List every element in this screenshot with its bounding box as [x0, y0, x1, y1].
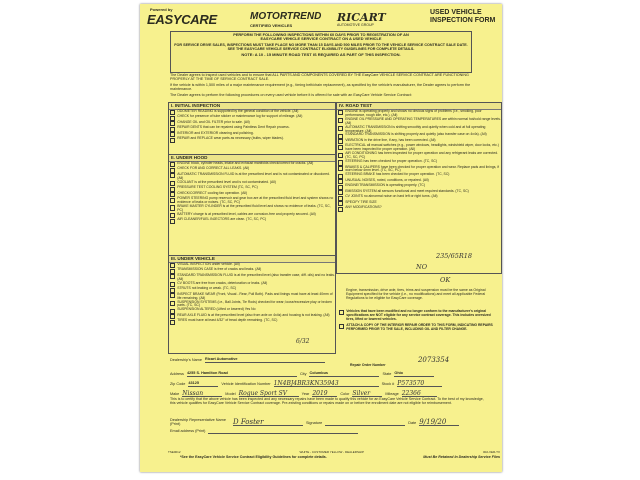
year-label: Year — [301, 392, 310, 396]
form-title: USED VEHICLE INSPECTION FORM — [430, 9, 496, 24]
checkbox[interactable] — [170, 301, 175, 306]
checkbox[interactable] — [170, 198, 175, 203]
checkbox[interactable] — [170, 269, 175, 274]
footer-guidelines-note: *See the EasyCare Vehicle Service Contract Eligibility Guidelines for complete details. — [180, 455, 327, 459]
checklist-item-text: BATTERY charge is at prescribed level, cables are corrosion-free and properly secured. (All) — [177, 211, 316, 216]
initial-item-list — [169, 110, 335, 143]
section-under-hood — [168, 154, 336, 257]
model-label: Model — [225, 392, 236, 396]
checklist-item-text: ANY MODIFICATIONS? — [345, 205, 382, 210]
checklist-item-text: PRESSURE TEST COOLING SYSTEM (TC, SC, PC) — [177, 185, 258, 190]
year-field[interactable]: 2019 — [312, 391, 337, 397]
checklist-item-text: ELECTRICAL all manual switches (e.g., power windows, headlights, windshield wiper, door locks, etc.) have been inspected for proper operation. (All) — [345, 143, 499, 152]
address-label: Address — [170, 372, 184, 376]
checklist-item-text: INSPECT BRAKE WEAR (Front, Visual - Rear, Pull Both). Pads and linings must have at least 40mm of life remaining. (All) — [177, 291, 333, 300]
certification-text: This is to certify that the above vehicle has been inspected and any necessary repairs have been made to qualify this vehicle for an EasyCare Vehicle Service Contract. To the best of my knowledge, this vehicle qualifies for EasyCare Vehicle Service Contract coverage. Pre-existing conditions or repairs made on or before the enrollment date are not eligible for reimbursement. — [170, 397, 484, 406]
checkbox[interactable] — [338, 110, 343, 115]
easycare-logo: EASYCARE — [147, 12, 217, 27]
make-field[interactable]: Nissan — [182, 391, 222, 397]
checklist-item-text: STEERING has been checked for proper operation. (TC, SC) — [345, 159, 437, 164]
checkbox[interactable] — [170, 293, 175, 298]
checkbox[interactable] — [338, 179, 343, 184]
checkbox[interactable] — [339, 324, 344, 329]
checkbox[interactable] — [170, 314, 175, 319]
section-under-hood-title: II. UNDER HOOD — [169, 155, 335, 162]
state-label: State — [382, 372, 392, 376]
intro-line-3: FOR SERVICE DRIVE SALES, INSPECTIONS MUST TAKE PLACE NO MORE THAN 15 DAYS AND 500 MILES PRIOR TO THE VEHICLE SERVICE CONTRACT SALE DATE. SEE THE EASYCARE VEHICLE SERVICE CONTRACT ELIGIBILITY GUIDELINES FOR COMPLETE DETAILS. — [174, 42, 468, 52]
footer-notes — [180, 455, 500, 459]
footer-copies: WHITE - CUSTOMER YELLOW - DEALERSHIP — [299, 450, 364, 454]
modifications-ok-handwritten: OK — [440, 276, 451, 284]
checkbox[interactable] — [170, 192, 175, 197]
checklist-item-text: AUTOMATIC TRANSMISSION is shifting smoothly and quietly when cold and at full operating temperature. (All) — [345, 124, 486, 133]
dealer-info — [170, 354, 500, 397]
checkbox[interactable] — [338, 174, 343, 179]
checkbox[interactable] — [170, 320, 175, 325]
checklist-item-text: ODOMETER READING is supported by the general condition of the vehicle. (All) — [177, 109, 299, 113]
checkbox[interactable] — [170, 181, 175, 186]
checklist-item-text: ENGINE is operating properly and shows no obvious signs of problems (i.e., smoking, poor performance, rough idle, etc.). (All) — [345, 109, 482, 117]
footer-revision: 002-VER-TX — [482, 450, 500, 454]
rep-name-field[interactable]: D Foster — [233, 420, 303, 426]
checklist-item-text: VIBRATION in the drive line, if any, has been corrected. (All) — [345, 137, 436, 142]
checkbox[interactable] — [170, 288, 175, 293]
checkbox[interactable] — [170, 132, 175, 137]
signature-field[interactable] — [325, 417, 405, 426]
checklist-item-text: STANDARD TRANSMISSION FLUID is at the prescribed level (also transfer case, diff. oils) and no leaks. (All) — [177, 272, 335, 281]
inspection-form-page — [140, 4, 502, 472]
checkbox[interactable] — [170, 187, 175, 192]
checklist-item-text: TIRES must have at least 4/32" of tread depth remaining. (TC, SC) — [177, 318, 278, 323]
checkbox[interactable] — [170, 173, 175, 178]
date-field[interactable]: 9/19/20 — [419, 420, 459, 426]
city-field[interactable]: Columbus — [309, 371, 379, 377]
color-label: Color — [340, 392, 350, 396]
intro-line-2: EASYCARE VEHICLE SERVICE CONTRACT ON A USED VEHICLE — [260, 36, 382, 42]
tires-handwritten: 6/32 — [296, 338, 310, 345]
address-field[interactable]: 4255 S. Hamilton Road — [187, 371, 297, 377]
ricart-subtitle: AUTOMOTIVE GROUP — [337, 23, 374, 27]
checkbox[interactable] — [170, 263, 175, 268]
checklist-item-text: EMISSION SYSTEM all sensors functional and meet required standards. (TC, SC) — [345, 188, 469, 193]
checklist-item-text: VISUAL INSPECTION under vehicle. (All) — [177, 262, 240, 266]
checkbox[interactable] — [338, 153, 343, 158]
checklist-item-text: SPECIFY TIRE SIZE — [345, 199, 377, 204]
road-test-item-list — [337, 110, 501, 212]
checklist-item-text: SUSPENSION ALTERED (Lifted or lowered) Yes No — [177, 307, 256, 312]
checkbox[interactable] — [338, 134, 343, 139]
under-vehicle-item-list — [169, 263, 335, 325]
checkbox[interactable] — [338, 139, 343, 144]
color-field[interactable]: Silver — [352, 391, 382, 397]
mileage-label: Mileage — [385, 392, 399, 396]
under-hood-item-list — [169, 162, 335, 224]
checklist-item-text: AIR CONDITIONING has been inspected for proper operation and any refrigerant leaks are corrected. (TC, SC, PC) — [345, 151, 499, 160]
checkbox[interactable] — [338, 185, 343, 190]
vin-label: Vehicle Identification Number — [221, 382, 271, 386]
tire-size-handwritten: 235/65R18 — [436, 252, 473, 260]
checklist-item-text: ENGINE/TRANSMISSION is operating properly. (TC) — [345, 183, 426, 188]
checklist-item-text: REPAIR DENTS that can be repaired using Paintless Dent Repair process. — [177, 125, 290, 130]
checkbox[interactable] — [170, 274, 175, 279]
stock-field[interactable]: P573570 — [397, 381, 442, 387]
checklist-item-text: ENGINE OIL PRESSURE AND OPERATING TEMPERATURES are within normal hot/cold range levels. (All) — [345, 116, 501, 125]
repair-order-value[interactable]: 2073354 — [417, 356, 450, 364]
checkbox[interactable] — [338, 160, 343, 165]
checklist-item-text: CHECK for presence of tube sticker or maintenance log for support of mileage. (All) — [177, 114, 303, 119]
checklist-item-text: ENGINE block, cylinder heads, intake and exhaust manifolds check/correct for cracks. (All) — [177, 161, 314, 165]
checkbox[interactable] — [170, 205, 175, 210]
checklist-item-text: REAR AXLE FLUID is at the prescribed level (also from axle on 4x4s) and housing is not leaking. (All) — [177, 312, 330, 317]
modifications-handwritten: NO — [416, 263, 428, 271]
intro-box — [170, 31, 472, 73]
footer-form-number: TSE0012 — [168, 450, 181, 454]
checklist-item-text: STANDARD TRANSMISSION is shifting properly and quietly (also transfer case on 4x4s). (All) — [345, 132, 487, 137]
section-under-vehicle-title: III. UNDER VEHICLE — [169, 256, 335, 263]
checkbox[interactable] — [170, 127, 175, 132]
dealer-agree-text: The Dealer agrees to inspect used vehicles and to ensure that ALL PARTS AND COMPONENTS COVERED BY THE EasyCare VEHICLE SERVICE CONTRACT ARE FUNCTIONING PROPERLY AT THE TIME OF SERVICE CONTRACT SALE. — [170, 73, 469, 82]
checkbox[interactable] — [338, 196, 343, 201]
option-item — [338, 310, 498, 322]
checkbox[interactable] — [338, 207, 343, 212]
section-under-vehicle — [168, 255, 336, 354]
checklist-item-text: SUSPENSION SYSTEMS (i.e., Ball Joints, Tie Rods) checked for wear; loose/excessive play or broken parts. (TC, SC) — [177, 299, 332, 308]
checkbox[interactable] — [338, 201, 343, 206]
checklist-item-text: REPAIR and REPLACE wear parts as necessary (bulbs, wiper blades). — [177, 136, 284, 141]
section-road-test — [336, 102, 502, 274]
mileage-field[interactable]: 22366 — [402, 391, 437, 397]
ricart-logo: RICART — [337, 11, 386, 24]
checklist-item — [169, 218, 335, 223]
checkbox[interactable] — [170, 213, 175, 218]
footer-retain-note: Must Be Retained In Dealership Service Files — [423, 455, 500, 459]
state-field[interactable]: Ohio — [394, 371, 434, 377]
checklist-item-text: BRAKES & CALIPERS have been checked for proper operation and wear. Replace pads and linings, if worn below 4mm level. (TC, SC, PC) — [345, 164, 499, 173]
checkbox[interactable] — [170, 309, 175, 314]
footer-row — [168, 450, 500, 454]
make-label: Make — [170, 392, 180, 396]
zip-field[interactable]: 43125 — [188, 381, 218, 387]
checklist-item-text: TRANSMISSION CASE is free of cracks and leaks. (All) — [177, 267, 262, 272]
dealership-name-field[interactable]: Ricart Automotive — [205, 357, 325, 363]
rep-label: Dealership Representative Name (Print) — [170, 418, 226, 426]
checkbox[interactable] — [338, 118, 343, 123]
checkbox[interactable] — [338, 166, 343, 171]
checkbox[interactable] — [170, 162, 175, 167]
intro-line-1: PERFORM THE FOLLOWING INSPECTIONS WITHIN 60 DAYS PRIOR TO REGISTRATION OF AN — [233, 32, 409, 37]
checklist-item-text: INTERIOR and EXTERIOR cleaning and polishing. — [177, 130, 254, 135]
model-field[interactable]: Rogue Sport SV — [239, 391, 299, 397]
checklist-item-text: UNUSUAL NOISES, noted, conditions, or repaired. (All) — [345, 177, 429, 182]
road-test-note: NOTE: A 10 - 15 MINUTE ROAD TEST IS REQUIRED AS PART OF THIS INSPECTION. — [241, 52, 401, 58]
section-road-test-title: IV. ROAD TEST — [337, 103, 501, 110]
checkbox[interactable] — [170, 282, 175, 287]
checklist-item-text: CHECK/CORRECT cooling fan operation. (All) — [177, 190, 248, 195]
checkbox[interactable] — [170, 168, 175, 173]
stock-label: Stock # — [381, 382, 395, 386]
checkbox[interactable] — [339, 310, 344, 315]
checklist-item-text: STRUTS not leaking or weak. (TC, SC) — [177, 286, 237, 291]
dealership-label: Dealership's Name — [170, 358, 202, 362]
engine-note: Engine, transmission, drive axle, tires, trims and suspension must be the same as Original Equipment specified for the vehicle (i.e., no modifications) and meet all applicable Federal Regulations to be eligible for EasyCare coverage. — [346, 288, 486, 300]
checkbox[interactable] — [338, 145, 343, 150]
signature-label: Signature — [306, 421, 323, 425]
checklist-item-text: CV JOINTS no abnormal noise on hard left or right turns. (All) — [345, 194, 438, 199]
checkbox[interactable] — [170, 110, 175, 115]
checklist-item — [169, 137, 335, 142]
section-initial-inspection — [168, 102, 336, 156]
zip-label: Zip Code — [170, 382, 186, 386]
checklist-item-text: CV BOOTS are free from cracks, deterioration or leaks. (All) — [177, 280, 268, 285]
option-item — [338, 324, 498, 332]
checklist-item-text: STEERING BRAKE has been checked for proper operation. (TC, SC) — [345, 172, 450, 177]
motortrend-subtitle: CERTIFIED VEHICLES — [250, 23, 293, 28]
checklist-item-text: BRAKE MASTER CYLINDER is at the prescribed fluid level and shows no evidence of leaks. (TC, SC, PC) — [177, 204, 331, 212]
powered-by-label: Powered by — [150, 7, 173, 12]
repair-order-label: Repair Order Number — [350, 363, 386, 367]
checkbox[interactable] — [170, 219, 175, 224]
vin-field[interactable]: 1N4BJ4BR3KN35943 — [274, 381, 379, 387]
checkbox[interactable] — [338, 126, 343, 131]
email-field[interactable] — [208, 427, 358, 434]
date-label: Date — [408, 421, 417, 425]
checkbox[interactable] — [170, 121, 175, 126]
checkbox[interactable] — [170, 138, 175, 143]
checklist-item — [169, 319, 335, 324]
attach-ro-note: ATTACH A COPY OF THE INTERIOR REPAIR ORDER TO THIS FORM, INDICATING REPAIRS PERFORMED PRIOR TO THE SALE, INCLUDING OIL AND FILTER CHANGE. — [346, 322, 493, 331]
checkbox[interactable] — [338, 190, 343, 195]
option-item-list — [338, 310, 498, 332]
perform-text: The Dealer agrees to perform the following procedures on every used vehicle before it is offered for sale with an EasyCare Vehicle Service Contract: — [170, 93, 412, 97]
checklist-item — [337, 206, 501, 211]
maintenance-text: If the vehicle is within 1,500 miles of a major maintenance requirement (e.g., timing belt/chain replacement), as specified by the vehicle's manufacturer, the Dealer agrees to perform the maintenance. — [170, 83, 471, 92]
motortrend-logo: MOTORTREND — [250, 11, 322, 22]
city-label: City — [299, 372, 307, 376]
email-label: Email address (Print) — [170, 429, 206, 433]
checklist-item-text: AIR CLEANER/FUEL INJECTORS are clean. (TC, SC, PC) — [177, 217, 267, 222]
section-initial-title: I. INITIAL INSPECTION — [169, 103, 335, 110]
checkbox[interactable] — [170, 116, 175, 121]
checklist-item-text: POWER STEERING pump reservoir and gear box are at the prescribed fluid level and system shows no evidence of leaks or noises. (TC, SC, PC) — [177, 196, 334, 205]
checklist-item-text: AUTOMATIC TRANSMISSION FLUID is at the prescribed level and is not contaminated or discolored. (All) — [177, 171, 331, 180]
checklist-item-text: CHECK FOR AND CORRECT ALL LEAKS. (All) — [177, 166, 250, 171]
signature-block — [170, 414, 500, 434]
checklist-item-text: CHANGE OIL and OIL FILTER prior to sale. (All) — [177, 119, 250, 124]
checklist-item-text: COOLANT is at the prescribed level and is not contaminated. (All) — [177, 179, 276, 184]
modified-vehicle-note: Vehicles that have been modified and no longer conform to the manufacturer's original specifications are NOT eligible for any service contract coverage. This includes oversized tires, lifted or lowered vehicles. — [346, 309, 491, 321]
